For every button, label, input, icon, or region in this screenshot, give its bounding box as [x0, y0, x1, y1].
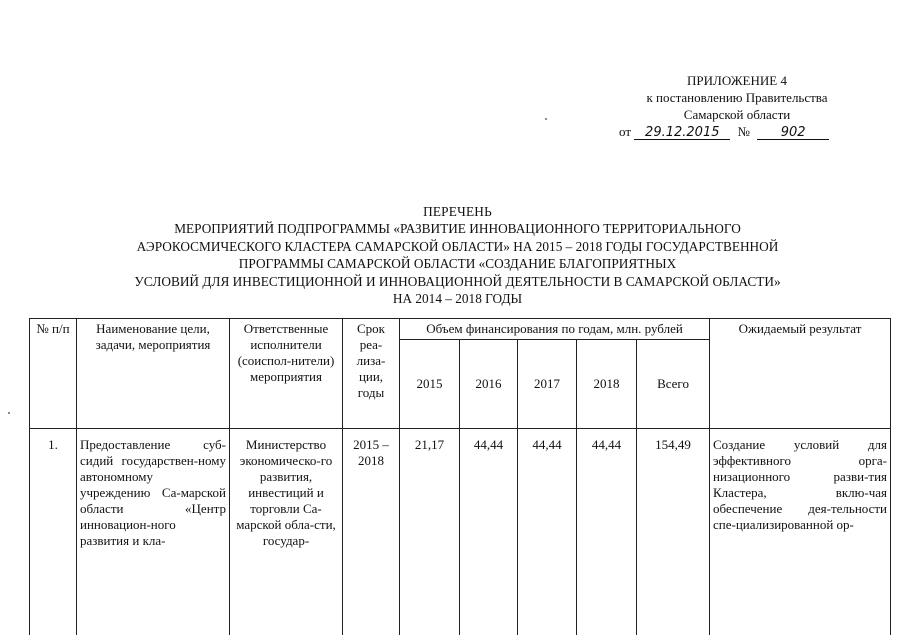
- row-num: 1.: [30, 429, 77, 636]
- header-term: Срок реа-лиза-ции, годы: [343, 319, 400, 429]
- row-result: Создание условий для эффективного орга-низационного разви-тия Кластера, вклю-чая обеспечение дея-тельности спе-циализированной ор-: [710, 429, 891, 636]
- header-year-2017: 2017: [518, 340, 577, 429]
- table-row: [30, 429, 891, 636]
- title-line-1: МЕРОПРИЯТИЙ ПОДПРОГРАММЫ «РАЗВИТИЕ ИННОВАЦИОННОГО ТЕРРИТОРИАЛЬНОГО: [174, 221, 741, 237]
- title-line-3: ПРОГРАММЫ САМАРСКОЙ ОБЛАСТИ «СОЗДАНИЕ БЛАГОПРИЯТНЫХ: [238, 256, 677, 272]
- header-num: № п/п: [30, 319, 77, 429]
- title-line-5: НА 2014 – 2018 ГОДЫ: [392, 291, 523, 307]
- title-line-4: УСЛОВИЙ ДЛЯ ИНВЕСТИЦИОННОЙ И ИННОВАЦИОННОЙ ДЕЯТЕЛЬНОСТИ В САМАРСКОЙ ОБЛАСТИ»: [134, 273, 781, 289]
- funding-table: [29, 318, 891, 635]
- header-year-2018: 2018: [577, 340, 637, 429]
- scan-speck: [545, 118, 547, 120]
- handwritten-date: 29.12.2015: [634, 126, 730, 140]
- header-year-2016: 2016: [460, 340, 518, 429]
- appendix-region-line: Самарской области: [683, 107, 791, 122]
- handwritten-number: 902: [757, 126, 829, 140]
- appendix-block: [617, 72, 857, 140]
- row-value-2015: 21,17: [400, 429, 460, 636]
- from-label: от: [619, 124, 632, 139]
- header-executors: Ответственные исполнители (соиспол-нители) мероприятия: [230, 319, 343, 429]
- row-value-2017: 44,44: [518, 429, 577, 636]
- number-sign: №: [737, 124, 750, 139]
- header-row: [30, 319, 891, 340]
- appendix-date-number-line: [617, 123, 857, 140]
- row-value-total: 154,49: [637, 429, 710, 636]
- header-year-2015: 2015: [400, 340, 460, 429]
- header-result: Ожидаемый результат: [710, 319, 891, 429]
- row-executors: Министерство экономическо-го развития, инвестиций и торговли Са-марской обла-сти, государ-: [230, 429, 343, 636]
- appendix-resolution-line: к постановлению Правительства: [646, 90, 828, 105]
- header-name: Наименование цели, задачи, мероприятия: [77, 319, 230, 429]
- row-term: 2015 – 2018: [343, 429, 400, 636]
- document-title: [60, 203, 855, 307]
- title-line-2: АЭРОКОСМИЧЕСКОГО КЛАСТЕРА САМАРСКОЙ ОБЛАСТИ» НА 2015 – 2018 ГОДЫ ГОСУДАРСТВЕННОЙ: [136, 238, 779, 254]
- header-funding: Объем финансирования по годам, млн. рублей: [400, 319, 710, 340]
- header-total: Всего: [637, 340, 710, 429]
- row-value-2016: 44,44: [460, 429, 518, 636]
- appendix-number: ПРИЛОЖЕНИЕ 4: [687, 73, 787, 88]
- row-name: Предоставление суб-сидий государствен-ному автономному учреждению Са-марской области «Центр инновацион-ного развития и кла-: [77, 429, 230, 636]
- row-value-2018: 44,44: [577, 429, 637, 636]
- scan-speck: [8, 412, 10, 414]
- title-heading: ПЕРЕЧЕНЬ: [423, 204, 492, 219]
